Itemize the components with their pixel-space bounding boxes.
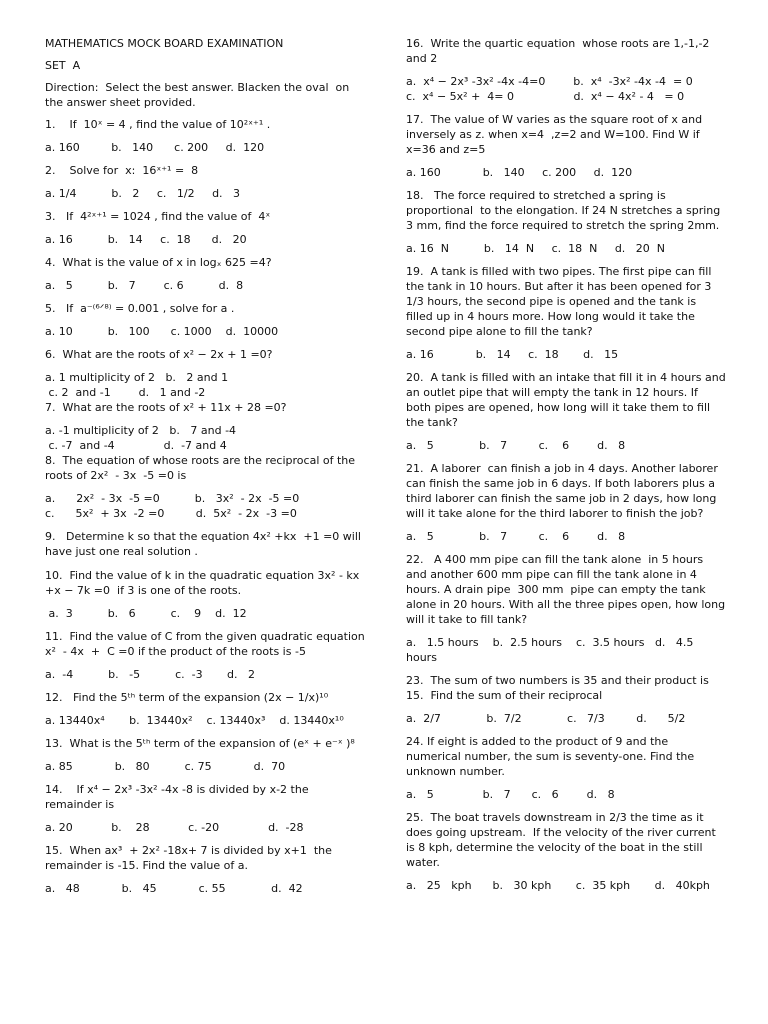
answer-choices-7: a. -1 multiplicity of 2 b. 7 and -4 c. -7 and -4 d. -7 and 4: [45, 424, 237, 452]
answer-choices-15: a. 48 b. 45 c. 55 d. 42: [45, 882, 303, 895]
question-24: 24. If eight is added to the product of 9 and the numerical number, the sum is seventy-one. Find the unknown number.: [406, 735, 698, 778]
answer-choices-11: a. -4 b. -5 c. -3 d. 2: [45, 668, 256, 681]
question-18: 18. The force required to stretched a spring is proportional to the elongation. If 24 N stretches a spring 3 mm, find the force required to stretch the spring 2mm.: [406, 189, 728, 232]
question-3: 3. If 4²ˣ⁺¹ = 1024 , find the value of 4ˣ: [45, 210, 271, 223]
exam-set: SET A: [45, 59, 81, 72]
answer-choices-5: a. 10 b. 100 c. 1000 d. 10000: [45, 325, 279, 338]
question-7: 7. What are the roots of x² + 11x + 28 =0?: [45, 401, 287, 414]
question-5: 5. If a⁻⁽⁶ᐟ⁸⁾ = 0.001 , solve for a .: [45, 302, 235, 315]
question-1: 1. If 10ˣ = 4 , find the value of 10²ˣ⁺¹ .: [45, 118, 271, 131]
question-2: 2. Solve for x: 16ˣ⁺¹ = 8: [45, 164, 199, 177]
question-22: 22. A 400 mm pipe can fill the tank alone in 5 hours and another 600 mm pipe can fill the tank alone in 4 hours. A drain pipe 300 mm pipe can empty the tank alone in 20 hours. With all the three pipes open, how long will it take to fill tank?: [406, 553, 729, 626]
answer-choices-1: a. 160 b. 140 c. 200 d. 120: [45, 141, 265, 154]
question-15: 15. When ax³ + 2x² -18x+ 7 is divided by x+1 the remainder is -15. Find the value of a.: [45, 844, 336, 872]
answer-choices-13: a. 85 b. 80 c. 75 d. 70: [45, 760, 286, 773]
question-10: 10. Find the value of k in the quadratic equation 3x² - kx +x − 7k =0 if 3 is one of the roots.: [45, 569, 367, 597]
answer-choices-22: a. 1.5 hours b. 2.5 hours c. 3.5 hours d. 4.5 hours: [406, 636, 697, 664]
answer-choices-8: a. 2x² - 3x -5 =0 b. 3x² - 2x -5 =0 c. 5x² + 3x -2 =0 d. 5x² - 2x -3 =0: [45, 492, 300, 520]
answer-choices-18: a. 16 N b. 14 N c. 18 N d. 20 N: [406, 242, 666, 255]
question-23: 23. The sum of two numbers is 35 and their product is 15. Find the sum of their reciprocal: [406, 674, 713, 702]
left-column: [45, 36, 372, 896]
answer-choices-6: a. 1 multiplicity of 2 b. 2 and 1 c. 2 and -1 d. 1 and -2: [45, 371, 229, 399]
question-4: 4. What is the value of x in logₓ 625 =4?: [45, 256, 272, 269]
question-16: 16. Write the quartic equation whose roots are 1,-1,-2 and 2: [406, 37, 713, 65]
exam-direction: Direction: Select the best answer. Blacken the oval on the answer sheet provided.: [45, 81, 353, 109]
question-8: 8. The equation of whose roots are the reciprocal of the roots of 2x² - 3x -5 =0 is: [45, 454, 359, 482]
question-12: 12. Find the 5ᵗʰ term of the expansion (2x − 1/x)¹⁰: [45, 691, 329, 704]
right-column: [406, 36, 730, 893]
answer-choices-12: a. 13440x⁴ b. 13440x² c. 13440x³ d. 13440x¹⁰: [45, 714, 344, 727]
question-11: 11. Find the value of C from the given quadratic equation x² - 4x + C =0 if the product of the roots is -5: [45, 630, 372, 658]
answer-choices-23: a. 2/7 b. 7/2 c. 7/3 d. 5/2: [406, 712, 686, 725]
question-20: 20. A tank is filled with an intake that fill it in 4 hours and an outlet pipe that will empty the tank in 12 hours. If both pipes are opened, how long will it take them to fill the tank?: [406, 371, 730, 429]
question-9: 9. Determine k so that the equation 4x² +kx +1 =0 will have just one real solution .: [45, 530, 365, 558]
question-6: 6. What are the roots of x² − 2x + 1 =0?: [45, 348, 273, 361]
question-17: 17. The value of W varies as the square root of x and inversely as z. when x=4 ,z=2 and W=100. Find W if x=36 and z=5: [406, 113, 706, 156]
question-25: 25. The boat travels downstream in 2/3 the time as it does going upstream. If the velocity of the river current is 8 kph, determine the velocity of the boat in the still water.: [406, 811, 720, 869]
answer-choices-16: a. x⁴ − 2x³ -3x² -4x -4=0 b. x⁴ -3x² -4x -4 = 0 c. x⁴ − 5x² + 4= 0 d. x⁴ − 4x² - 4 = 0: [406, 75, 693, 103]
answer-choices-2: a. 1/4 b. 2 c. 1/2 d. 3: [45, 187, 241, 200]
question-21: 21. A laborer can finish a job in 4 days. Another laborer can finish the same job in 6 days. If both laborers plus a third laborer can finish the same job in 2 days, how long will it take alone for the third laborer to finish the job?: [406, 462, 722, 520]
answer-choices-14: a. 20 b. 28 c. -20 d. -28: [45, 821, 304, 834]
answer-choices-3: a. 16 b. 14 c. 18 d. 20: [45, 233, 247, 246]
question-13: 13. What is the 5ᵗʰ term of the expansion of (eˣ + e⁻ˣ )⁸: [45, 737, 355, 750]
answer-choices-17: a. 160 b. 140 c. 200 d. 120: [406, 166, 633, 179]
answer-choices-10: a. 3 b. 6 c. 9 d. 12: [45, 607, 247, 620]
answer-choices-20: a. 5 b. 7 c. 6 d. 8: [406, 439, 626, 452]
answer-choices-24: a. 5 b. 7 c. 6 d. 8: [406, 788, 615, 801]
question-14: 14. If x⁴ − 2x³ -3x² -4x -8 is divided by x-2 the remainder is: [45, 783, 313, 811]
answer-choices-4: a. 5 b. 7 c. 6 d. 8: [45, 279, 244, 292]
question-19: 19. A tank is filled with two pipes. The first pipe can fill the tank in 10 hours. But after it has been opened for 3 1/3 hours, the second pipe is opened and the tank is filled up in 4 hours more. How long would it take the second pipe alone to fill the tank?: [406, 265, 715, 338]
answer-choices-19: a. 16 b. 14 c. 18 d. 15: [406, 348, 619, 361]
answer-choices-21: a. 5 b. 7 c. 6 d. 8: [406, 530, 626, 543]
exam-title: MATHEMATICS MOCK BOARD EXAMINATION: [45, 37, 284, 50]
answer-choices-25: a. 25 kph b. 30 kph c. 35 kph d. 40kph: [406, 879, 710, 892]
